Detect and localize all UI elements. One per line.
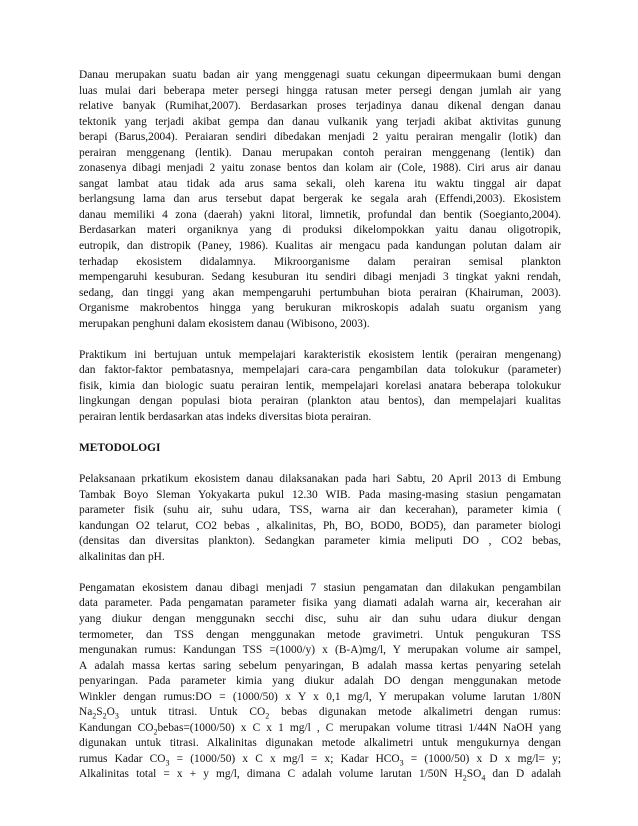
text-line: luas mulai dari beberapa meter persegi hingga ratusan meter persegi dengan jumlah air yang bbox=[79, 84, 561, 97]
intro-paragraph bbox=[79, 68, 561, 332]
formula-line bbox=[79, 721, 561, 737]
text-line: Danau merupakan suatu badan air yang menggenagi suatu cekungan dipeermukaan bumi dengan bbox=[79, 69, 561, 81]
subscript: 3 bbox=[165, 758, 170, 768]
formula-line bbox=[79, 767, 561, 783]
formula-line bbox=[79, 705, 561, 721]
text-line: eutropik, dan distropik (Paney, 1986). Kualitas air mengacu pada kandungan polutan dalam air bbox=[79, 240, 561, 253]
text-run: Kandungan CO bbox=[79, 721, 154, 734]
text-line: lingkungan dengan populasi biota perairan (plankton atau bentos), dan mempelajari kualitas bbox=[79, 395, 561, 408]
method-paragraph-2 bbox=[79, 581, 561, 783]
paragraph-gap bbox=[79, 565, 561, 581]
text-run: rumus Kadar CO bbox=[79, 752, 166, 765]
text-line: dan faktor-faktor pembatasnya, mempelajari cara-cara pengambilan data tolokukur (parameter) bbox=[79, 364, 561, 377]
text-line: penyaringan. Pada parameter kimia yang diukur adalah DO dengan menggunakan metode bbox=[79, 675, 561, 688]
document-body bbox=[79, 68, 561, 783]
text-line: berapi (Barus,2004). Peraiaran sendiri dibedakan menjadi 2 yaitu perairan mengalir (lotik) dan bbox=[79, 131, 561, 144]
text-line: Praktikum ini bertujuan untuk mempelajari karakteristik ekosistem lentik (perairan mengenang) bbox=[79, 348, 561, 361]
subscript: 2 bbox=[153, 727, 158, 737]
text-line: Pelaksanaan prkatikum ekosistem danau dilaksanakan pada hari Sabtu, 20 April 2013 di Embung bbox=[79, 473, 561, 486]
text-line: danau memiliki 4 zona (daerah) yakni litoral, limnetik, profundal dan bentik (Soegianto,2004). bbox=[79, 208, 561, 221]
subscript: 3 bbox=[399, 758, 404, 768]
text-line: tektonik yang terjadi akibat gempa dan danau vulkanik yang terjadi akibat aktivitas gunung bbox=[79, 115, 561, 128]
text-run: untuk titrasi. Untuk CO bbox=[118, 706, 266, 719]
text-line: Organisme makrobentos hingga yang berukuran mikroskopis adalah suatu organism yang bbox=[79, 302, 561, 315]
subscript: 4 bbox=[481, 773, 486, 783]
text-line: zonasenya dibagi menjadi 2 yaitu zonase bentos dan kolam air (Cole, 1988). Ciri arus air danau bbox=[79, 162, 561, 175]
text-line: mempengaruhi kesuburan. Sedang kesuburan itu sendiri dibagi menjadi 3 tingkat yakni rendah, bbox=[79, 271, 561, 284]
paragraph-gap bbox=[79, 332, 561, 348]
text-line: data parameter. Pada pengamatan parameter fisika yang diamati adalah warna air, kecerahan air bbox=[79, 597, 561, 610]
text-line: perairan lentik berdasarkan atas indeks diversitas biota perairan. bbox=[79, 410, 372, 423]
text-run: O bbox=[106, 706, 115, 719]
text-line: sedang, dan tinggi yang akan mempengaruhi pertumbuhan biota perairan (Khairuman, 2003). bbox=[79, 286, 561, 299]
text-line: termometer, dan TSS dengan menggunakan metode gravimetri. Untuk pengukuran TSS bbox=[79, 628, 561, 641]
text-line: digunakan untuk titrasi. Alkalinitas digunakan metode alkalimetri untuk mengukurnya dengan bbox=[79, 737, 561, 750]
text-line: fisik, kimia dan biologic suatu perairan lentik, mempelajari korelasi anatara beberapa tolokukur bbox=[79, 379, 561, 392]
paragraph-gap bbox=[79, 426, 561, 442]
text-run: bebas=(1000/50) x C x 1 mg/l , C merupakan volume titrasi 1/44N NaOH yang bbox=[157, 721, 562, 734]
text-run: dan D adalah bbox=[485, 768, 561, 781]
text-run: Na bbox=[79, 706, 93, 719]
text-line: alkalinitas dan pH. bbox=[79, 550, 165, 563]
text-line: Winkler dengan rumus:DO = (1000/50) x Y x 0,1 mg/l, Y merupakan volume larutan 1/80N bbox=[79, 690, 561, 703]
text-line: yang diukur dengan menggunakn secchi disc, suhu air dan suhu udara diukur dengan bbox=[79, 612, 561, 625]
text-line: terhadap ekosistem didalamnya. Mikroorganisme dalam perairan semisal plankton bbox=[79, 255, 561, 268]
subscript: 2 bbox=[102, 711, 107, 721]
text-line: mengunakan rumus: Kandungan TSS =(1000/y) x (B-A)mg/l, Y merupakan volume air sampel, bbox=[79, 644, 561, 657]
text-run: = (1000/50) x C x mg/l = x; Kadar HCO bbox=[169, 752, 400, 765]
text-run: = (1000/50) x D x mg/l= y; bbox=[403, 752, 561, 765]
text-line: (densitas dan diversitas plankton). Sedangkan parameter kimia meliputi DO , CO2 bebas, bbox=[79, 535, 561, 548]
subscript: 2 bbox=[265, 711, 270, 721]
section-heading: METODOLOGI bbox=[79, 442, 161, 455]
subscript: 2 bbox=[462, 773, 467, 783]
text-line: Pengamatan ekosistem danau dibagi menjadi 7 stasiun pengamatan dan dilakukan pengambilan bbox=[79, 581, 561, 594]
text-line: Tambak Boyo Sleman Yokyakarta pukul 12.30 WIB. Pada masing-masing stasiun pengamatan bbox=[79, 488, 561, 501]
text-line: parameter fisik (suhu air, suhu udara, TSS, warna air dan kecerahan), parameter kimia ( bbox=[79, 504, 561, 517]
text-run: S bbox=[96, 706, 103, 719]
method-paragraph-1 bbox=[79, 472, 561, 565]
text-line: Berdasarkan materi organiknya yang di produksi dikelompokkan yaitu danau oligotropik, bbox=[79, 224, 561, 237]
text-line: berlangsung lama dan arus tersebut dapat bergerak ke segala arah (Effendi,2003). Ekosistem bbox=[79, 193, 561, 206]
text-line: perairan menggenang (lentik). Danau merupakan contoh perairan menggenang (lentik) dan bbox=[79, 146, 561, 159]
text-line: kandungan O2 telarut, CO2 bebas , alkalinitas, Ph, BO, BOD0, BOD5), dan parameter biologi bbox=[79, 519, 561, 532]
text-line: merupakan penghuni dalam ekosistem danau (Wibisono, 2003). bbox=[79, 317, 370, 330]
formula-line bbox=[79, 752, 561, 768]
subscript: 2 bbox=[92, 711, 97, 721]
objective-paragraph bbox=[79, 348, 561, 426]
subscript: 3 bbox=[114, 711, 119, 721]
text-line: sangat lambat atau tidak ada arus sama sekali, oleh karena itu waktu tinggal air dapat bbox=[79, 177, 561, 190]
text-run: SO bbox=[466, 768, 482, 781]
paragraph-gap bbox=[79, 457, 561, 473]
text-run: bebas digunakan metode alkalimetri dengan rumus: bbox=[269, 706, 561, 719]
text-run: Alkalinitas total = x + y mg/l, dimana C adalah volume larutan 1/50N H bbox=[79, 768, 463, 781]
text-line: A adalah massa kertas saring sebelum penyaringan, B adalah massa kertas penyaring setelah bbox=[79, 659, 561, 672]
text-line: relative banyak (Rumihat,2007). Berdasarkan proses terjadinya danau dikenal dengan danau bbox=[79, 100, 561, 113]
